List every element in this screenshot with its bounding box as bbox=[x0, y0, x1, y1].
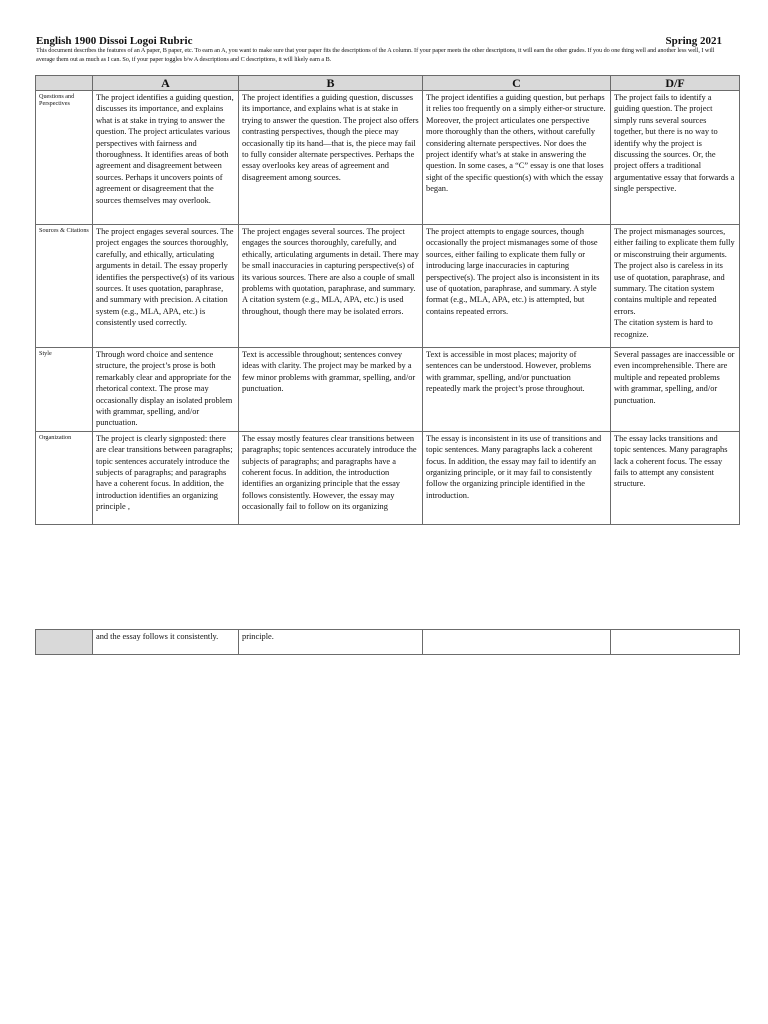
rubric-table bbox=[35, 75, 740, 525]
table-row bbox=[36, 225, 740, 348]
cont-cell-a: and the essay follows it consistently. bbox=[93, 630, 239, 655]
header-grade-df: D/F bbox=[611, 76, 740, 91]
cell-sources-df-text: The project mismanages sources, either failing to explicate them fully or misconstruing their arguments. The project also is careless in its use of quotation, paraphrase, and summary. The citation system contains multiple and repeated errors. bbox=[614, 227, 735, 316]
cell-questions-df: The project fails to identify a guiding question. The project simply runs several sources together, but there is no way to identify why the project is discussing the sources. Or, the project offers a traditional argumentative essay that forwards a single perspective. bbox=[611, 91, 740, 225]
table-row bbox=[36, 431, 740, 524]
intro-paragraph: This document describes the features of an A paper, B paper, etc. To earn an A, you want to make sure that your paper fits the descriptions of the A column. If your paper meets the other descriptions, it will earn the other grades. If you do one thing well and another less well, I will average them out as much as I can. So, if your paper toggles b/w A descriptions and C descriptions, it will likely earn a B. bbox=[36, 47, 715, 63]
table-row bbox=[36, 348, 740, 432]
cont-cell-c bbox=[423, 630, 611, 655]
cell-organization-a: The project is clearly signposted: there are clear transitions between paragraphs; topic sentences accurately introduce the subjects of paragraphs; and paragraphs have a coherent focus. In addition, the introduction identifies an organizing principle , bbox=[93, 431, 239, 524]
cell-questions-b: The project identifies a guiding question, discusses its importance, and explains what is at stake in trying to answer the question. The project also offers contrasting perspectives, though the piece may occasionally tip its hand—that is, the piece may fail to fully consider alternate perspectives. Perhaps the essay overlooks key areas of agreement and disagreement among sources. bbox=[239, 91, 423, 225]
cell-organization-c: The essay is inconsistent in its use of transitions and topic sentences. Many paragraphs lack a coherent focus. In addition, the essay may fail to identify an organizing principle, or it may fail to consistently follow the organizing principle identified in the introduction. bbox=[423, 431, 611, 524]
cell-questions-c: The project identifies a guiding question, but perhaps it relies too frequently on a simply either-or structure. Moreover, the project articulates one perspective more thoroughly than the others, without carefully considering alternate perspectives. Nor does the project identify what’s at stake in answering the question. In some cases, a “C” essay is one that loses sight of the specific question(s) with which the essay began. bbox=[423, 91, 611, 225]
row-label-questions: Questions and Perspectives bbox=[36, 91, 93, 225]
table-row bbox=[36, 630, 740, 655]
cont-cell-df bbox=[611, 630, 740, 655]
cell-sources-df-extra: The citation system is hard to recognize. bbox=[614, 318, 713, 339]
row-label-style: Style bbox=[36, 348, 93, 432]
header-grade-c: C bbox=[423, 76, 611, 91]
cell-questions-a: The project identifies a guiding question, discusses its importance, and explains what is at stake in trying to answer the question. The project articulates various perspectives with fairness and thoroughness. It identifies areas of both agreement and disagreement between sources. Perhaps it uncovers points of agreement or disagreement that the sources themselves may overlook. bbox=[93, 91, 239, 225]
header-blank bbox=[36, 76, 93, 91]
cell-style-a: Through word choice and sentence structure, the project’s prose is both remarkably clear and appropriate for the rhetorical context. The prose may occasionally display an isolated problem with grammar, spelling, and/or punctuation. bbox=[93, 348, 239, 432]
cell-style-df: Several passages are inaccessible or even incomprehensible. There are multiple and repeated problems with grammar, spelling, and/or punctuation. bbox=[611, 348, 740, 432]
row-label-organization: Organization bbox=[36, 431, 93, 524]
header-grade-b: B bbox=[239, 76, 423, 91]
document-title: English 1900 Dissoi Logoi Rubric bbox=[36, 35, 193, 47]
cell-organization-df: The essay lacks transitions and topic sentences. Many paragraphs lack a coherent focus. The essay fails to attempt any consistent structure. bbox=[611, 431, 740, 524]
cont-cell-label bbox=[36, 630, 93, 655]
cell-sources-df bbox=[611, 225, 740, 348]
row-label-sources: Sources & Citations bbox=[36, 225, 93, 348]
cell-sources-a: The project engages several sources. The project engages the sources thoroughly, carefully, and ethically, articulating arguments in detail. The essay properly identifies the perspective(s) of its various sources. It uses quotation, paraphrase, and summary with precision. A citation system (e.g., MLA, APA, etc.) is consistently used correctly. bbox=[93, 225, 239, 348]
document-term: Spring 2021 bbox=[665, 35, 722, 47]
cell-organization-b: The essay mostly features clear transitions between paragraphs; topic sentences accurately introduce the subjects of paragraphs; and paragraphs have a coherent focus. In addition, the introduction identifies an organizing principle that the essay follows consistently. However, the essay may occasionally fail to follow on its organizing bbox=[239, 431, 423, 524]
header-row bbox=[36, 76, 740, 91]
cell-sources-c: The project attempts to engage sources, though occasionally the project mismanages some of those sources, either failing to explicate them fully or introducing large inaccuracies in capturing perspective(s). The project also is inconsistent in its use of quotation, paraphrase, and summary. A style format (e.g., MLA, APA, etc.) is attempted, but contains repeated errors. bbox=[423, 225, 611, 348]
cell-style-c: Text is accessible in most places; majority of sentences can be understood. However, problems with grammar, spelling, and/or punctuation repeatedly mark the project’s prose throughout. bbox=[423, 348, 611, 432]
rubric-table-continued bbox=[35, 629, 740, 655]
header-grade-a: A bbox=[93, 76, 239, 91]
cont-cell-b: principle. bbox=[239, 630, 423, 655]
cell-sources-b: The project engages several sources. The project engages the sources thoroughly, carefully, and ethically, articulating arguments in detail. There may be small inaccuracies in capturing perspective(s) of its various sources. There are also a couple of small problems with quotation, paraphrase, and summary. A citation system (e.g., MLA, APA, etc.) is used throughout, though there may be isolated errors. bbox=[239, 225, 423, 348]
cell-style-b: Text is accessible throughout; sentences convey ideas with clarity. The project may be marked by a few minor problems with grammar, spelling, and/or punctuation. bbox=[239, 348, 423, 432]
table-row bbox=[36, 91, 740, 225]
